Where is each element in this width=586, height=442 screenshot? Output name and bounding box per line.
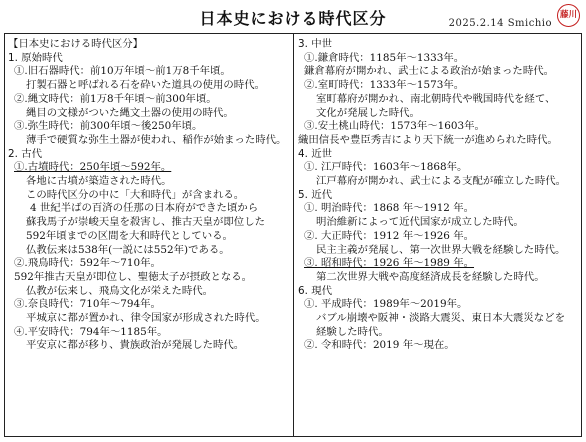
section-heading: 2. 古代 — [8, 147, 42, 160]
section-heading: 3. 中世 — [298, 38, 332, 50]
column-divider — [293, 33, 294, 437]
section-heading: 1. 原始時代 — [8, 51, 63, 64]
text-line: 平城京に都が置かれ、律令国家が形成された時代。 — [26, 312, 266, 325]
text-line: 平安京に都が移り、貴族政治が発展した時代。 — [26, 339, 245, 352]
text-line: 仏教が伝来し、飛鳥文化が栄えた時代。 — [26, 284, 214, 297]
text-line: 薄手で硬質な弥生土器が使われ、稲作が始まった時代。 — [26, 133, 287, 146]
page-title: 日本史における時代区分 — [199, 9, 387, 28]
text-line: ②.飛鳥時代：592年～710年。 — [14, 257, 161, 270]
text-line: ③.安土桃山時代：1573年～1603年。 — [304, 120, 485, 133]
date-label: 2025.2.14 — [448, 18, 505, 29]
text-line: 縄目の文様がついた縄文土器の使用の時代。 — [26, 106, 234, 119]
seal-stamp: 藤川 — [557, 4, 580, 27]
text-line: 明治維新によって近代国家が成立した時代。 — [316, 216, 524, 229]
text-line: 室町幕府が開かれ、南北朝時代や戦国時代を経て、 — [316, 92, 556, 105]
text-line: 鎌倉幕府が開かれ、武士による政治が始まった時代。 — [304, 65, 554, 78]
text-line: ③.奈良時代：710年～794年。 — [14, 298, 161, 311]
text-line: 江戸幕府が開かれ、武士による支配が確立した時代。 — [316, 175, 566, 188]
text-line: 経験した時代。 — [316, 325, 389, 338]
text-line: ②. 大正時代：1912 年～1926 年。 — [304, 229, 475, 242]
text-line: ③. 昭和時代：1926 年～1989 年。 — [304, 257, 475, 270]
text-line: ①. 江戸時代：1603年～1868年。 — [304, 161, 468, 174]
text-line: ②.縄文時代：前1万8千年頃～前300年頃。 — [14, 92, 217, 105]
text-line: ①. 明治時代：1868 年～1912 年。 — [304, 202, 475, 215]
text-line: 文化が発展した時代。 — [316, 106, 420, 119]
author-label: Smichio — [507, 18, 552, 29]
text-line: 592年頃までの区間を大和時代としている。 — [26, 229, 233, 242]
text-line: 各地に古墳が築造された時代。 — [26, 175, 172, 188]
text-line: 592年推古天皇が即位し、聖徳太子が摂政となる。 — [14, 270, 253, 283]
left-column — [8, 38, 290, 353]
text-line: ①.旧石器時代：前10万年頃～前1万8千年頃。 — [14, 65, 231, 78]
text-line: ④.平安時代：794年～1185年。 — [14, 325, 168, 338]
text-line: 【日本史における時代区分】 — [8, 38, 144, 50]
text-line: ②.室町時代：1333年～1573年。 — [304, 79, 465, 92]
text-line: 4 世紀半ばの百済の任那の日本府ができた頃から — [30, 202, 259, 215]
right-column — [298, 38, 580, 353]
text-line: 打製石器と呼ばれる石を砕いた道具の使用の時代。 — [26, 79, 265, 92]
text-line: ①. 平成時代：1989年～2019年。 — [304, 298, 468, 311]
text-line: 仏教伝来は538年(一説には552年)である。 — [26, 243, 230, 256]
text-line: この時代区分の中に「大和時代」が含まれる。 — [26, 188, 245, 201]
text-line: バブル崩壊や阪神・淡路大震災、東日本大震災などを — [316, 312, 565, 325]
text-line: 第二次世界大戦や高度経済成長を経験した時代。 — [316, 270, 545, 283]
text-line: ②. 令和時代：2019 年～現在。 — [304, 339, 455, 352]
section-heading: 4. 近世 — [298, 147, 332, 160]
text-line: 民主主義が発展し、第一次世界大戦を経験した時代。 — [316, 243, 566, 256]
text-line: ①.古墳時代：250年頃～592年。 — [14, 161, 172, 174]
text-line: 蘇我馬子が崇峻天皇を殺害し、推古天皇が即位した — [26, 216, 265, 229]
text-line: 織田信長や豊臣秀吉により天下統一が進められた時代。 — [298, 133, 558, 146]
text-line: ①.鎌倉時代：1185年～1333年。 — [304, 51, 465, 64]
text-line: ③.弥生時代：前300年頃～後250年頃。 — [14, 120, 203, 133]
section-heading: 6. 現代 — [298, 284, 332, 297]
document-meta — [449, 18, 552, 29]
section-heading: 5. 近代 — [298, 188, 332, 201]
